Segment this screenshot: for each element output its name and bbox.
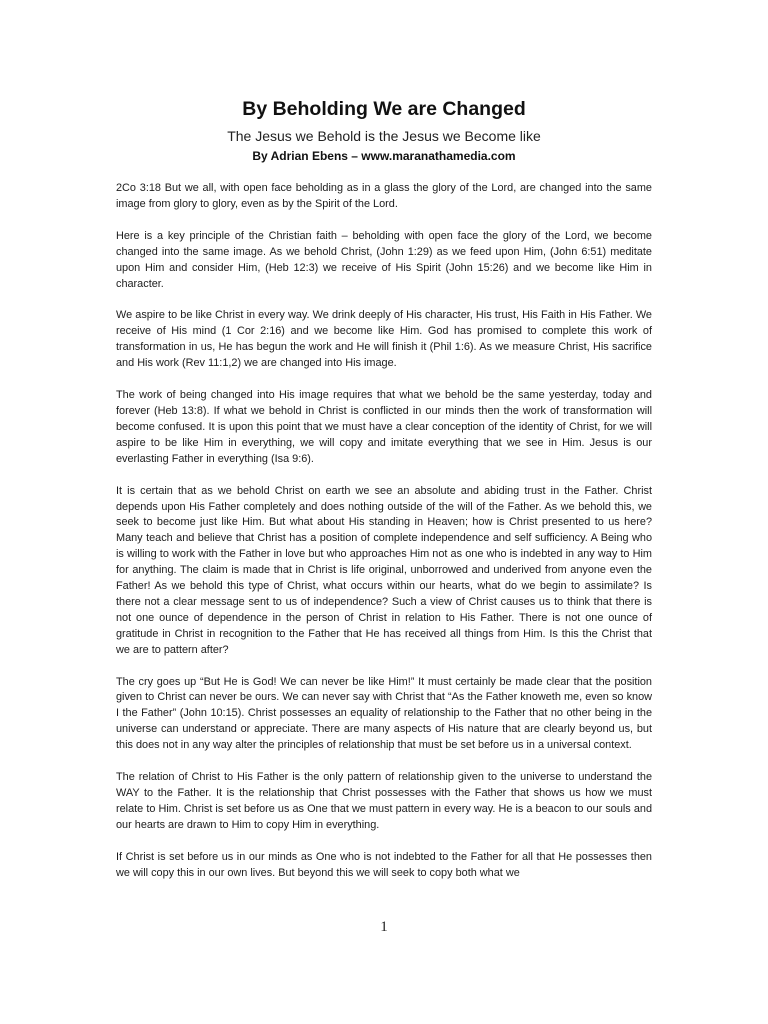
paragraph: It is certain that as we behold Christ on earth we see an absolute and abiding trust in the Father. Christ depends upon His Father completely and does nothing outside of the will of the Father. As we behold this, we seek to become just like Him. But what about His standing in Heaven; how is Christ presented to us here? Many teach and believe that Christ has a position of complete independence and self sufficiency. A Being who is willing to work with the Father in love but who approaches Him not as one who is indebted in any way to Him for anything. The claim is made that in Christ is life original, unborrowed and underived from anyone even the Father! As we behold this type of Christ, what occurs within our hearts, what do we begin to assimilate? Is there not a clear message sent to us of independence? Such a view of Christ causes us to think that there is not one ounce of dependence in the person of Christ in relation to His Father. There is not one ounce of gratitude in Christ in recognition to the Father that He has received all things from Him. Is this the Christ that we are to pattern after? xyxy=(116,484,652,656)
document-body xyxy=(116,181,652,898)
paragraph: We aspire to be like Christ in every way. We drink deeply of His character, His trust, His Faith in His Father. We receive of His mind (1 Cor 2:16) and we become like Him. God has promised to complete this work of transformation in us, He has begun the work and He will finish it (Phil 1:6). As we measure Christ, His sacrifice and His work (Rev 11:1,2) we are changed into His image. xyxy=(116,309,652,370)
paragraph: The cry goes up “But He is God! We can never be like Him!” It must certainly be made clear that the position given to Christ can never be ours. We can never say with Christ that “As the Father knoweth me, even so know I the Father” (John 10:15). Christ possesses an equality of relationship to the Father that no other being in the universe can understand or appreciate. There are many aspects of His nature that are clearly beyond us, but this does not in any way alter the principles of relationship that must be set before us in a universal context. xyxy=(116,675,652,752)
document-subtitle: The Jesus we Behold is the Jesus we Become like xyxy=(227,128,541,144)
paragraph: Here is a key principle of the Christian faith – beholding with open face the glory of the Lord, we become changed into the same image. As we behold Christ, (John 1:29) as we feed upon Him, (John 6:51) meditate upon Him and consider Him, (Heb 12:3) we receive of His Spirit (John 15:26) and we become like Him in character. xyxy=(116,229,652,290)
paragraph: If Christ is set before us in our minds as One who is not indebted to the Father for all that He possesses then we will copy this in our own lives. But beyond this we will seek to copy both what we xyxy=(116,850,652,879)
author-byline: By Adrian Ebens – www.maranathamedia.com xyxy=(252,149,516,163)
paragraph: The work of being changed into His image requires that what we behold be the same yesterday, today and forever (Heb 13:8). If what we behold in Christ is conflicted in our minds then the work of transformation will become confused. It is upon this point that we must have a clear conception of the identity of Christ, for we will aspire to be like Him in everything, we will copy and imitate everything that we see in Him. Jesus is our everlasting Father in everything (Isa 9:6). xyxy=(116,389,652,465)
paragraph: The relation of Christ to His Father is the only pattern of relationship given to the universe to understand the WAY to the Father. It is the relationship that Christ possesses with the Father that shows us how we must relate to Him. Christ is set before us as One that we must pattern in every way. He is a beacon to our souls and our hearts are drawn to Him to copy Him in everything. xyxy=(116,771,652,831)
document-title: By Beholding We are Changed xyxy=(242,98,526,120)
page-number: 1 xyxy=(380,919,388,935)
paragraph: 2Co 3:18 But we all, with open face beholding as in a glass the glory of the Lord, are changed into the same image from glory to glory, even as by the Spirit of the Lord. xyxy=(116,182,652,210)
